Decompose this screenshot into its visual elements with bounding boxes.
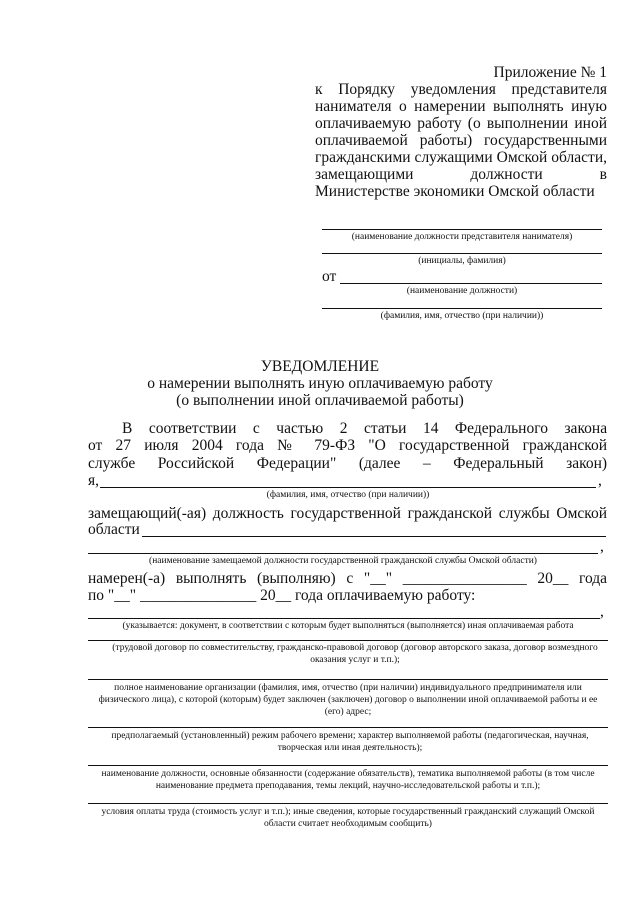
- appendix-number: Приложение № 1: [493, 64, 607, 81]
- appendix-line: Министерстве экономики Омской области: [315, 183, 595, 200]
- comma: ,: [598, 472, 602, 489]
- appendix-line: гражданскими служащими Омской области,: [315, 149, 607, 166]
- caption-mode: предполагаемый (установленный) режим рабочего времени; характер выполняемой работы (педагогическая, научная, творческая или иная деятельность);: [111, 731, 589, 753]
- from-fio-caption: (фамилия, имя, отчество (при наличии)): [380, 311, 544, 321]
- work-field-1[interactable]: [88, 618, 600, 619]
- work-field-5[interactable]: [88, 765, 608, 766]
- position-field-1[interactable]: [142, 536, 606, 537]
- from-position-field[interactable]: [340, 283, 602, 284]
- addressee-position-field[interactable]: [322, 229, 602, 230]
- caption-organization: полное наименование организации (фамилия, имя, отчество (при наличии) индивидуального предпринимателя или физического лица), с которой (которым) будет заключен (заключен) договор о выполнении иной оплачиваемой работы и ее (его) адрес;: [98, 683, 598, 717]
- appendix-line: оплачиваемой работы) государственными: [315, 132, 607, 149]
- body-line: намерен(-а) выполнять (выполняю) с "__" ________________ 20__ года: [88, 570, 608, 587]
- caption-duties: наименование должности, основные обязанности (содержание обязательств), тематика выполняемой работы (в том числе наименование предмета преподавания, темы лекций, научно-исследовательской работы и т.п.);: [101, 769, 595, 791]
- body-text-ya: я,: [88, 472, 100, 489]
- fio-field[interactable]: [100, 487, 596, 488]
- work-field-3[interactable]: [88, 679, 608, 680]
- comma: ,: [600, 603, 604, 620]
- addressee-position-caption: (наименование должности представителя нанимателя): [351, 232, 573, 242]
- caption-document: (указывается: документ, в соответствии с которым будет выполняться (выполняется) иная оплачиваемая работа: [122, 621, 574, 631]
- appendix-line: замещающими должности в: [315, 166, 607, 183]
- appendix-line: оплачиваемую работу (о выполнении иной: [315, 115, 607, 132]
- document-title: УВЕДОМЛЕНИЕ: [260, 358, 380, 375]
- work-field-2[interactable]: [88, 640, 608, 641]
- body-line-period: по "__" _______________ 20__ года оплачиваемую работу:: [88, 587, 476, 604]
- position-caption: (наименование замещаемой должности государственной гражданской службы Омской области): [149, 556, 537, 566]
- appendix-block: [315, 64, 607, 200]
- body-line: от 27 июля 2004 года № 79-ФЗ "О государственной гражданской: [88, 437, 608, 454]
- body-line: замещающий(-ая) должность государственной гражданской службы Омской: [88, 505, 608, 522]
- document-subtitle: о намерении выполнять иную оплачиваемую работу: [147, 375, 493, 392]
- body-text-oblasti: области: [88, 521, 140, 538]
- addressee-initials-caption: (инициалы, фамилия): [418, 256, 506, 266]
- position-field-2[interactable]: [88, 553, 598, 554]
- document-subtitle: (о выполнении иной оплачиваемой работы): [176, 392, 464, 409]
- caption-terms: условия оплаты труда (стоимость услуг и т.п.); иные сведения, которые государственный гражданский служащий Омской области считает необходимым сообщить): [101, 807, 595, 829]
- work-field-4[interactable]: [88, 727, 608, 728]
- from-label: от: [322, 268, 337, 285]
- addressee-initials-field[interactable]: [322, 253, 602, 254]
- body-line: службе Российской Федерации" (далее – Федеральный закон): [88, 455, 608, 472]
- from-position-caption: (наименование должности): [406, 286, 518, 296]
- work-field-6[interactable]: [88, 803, 608, 804]
- body-line: В соответствии с частью 2 статьи 14 Федерального закона: [122, 420, 608, 437]
- appendix-line: к Порядку уведомления представителя: [315, 81, 607, 98]
- appendix-line: нанимателя о намерении выполнять иную: [315, 98, 607, 115]
- from-fio-field[interactable]: [322, 308, 602, 309]
- fio-caption: (фамилия, имя, отчество (при наличии)): [266, 490, 430, 500]
- caption-contract: (трудовой договор по совместительству, гражданско-правовой договор (договор авторского заказа, договор возмездного оказания услуг и т.п.);: [112, 643, 598, 665]
- comma: ,: [600, 538, 604, 555]
